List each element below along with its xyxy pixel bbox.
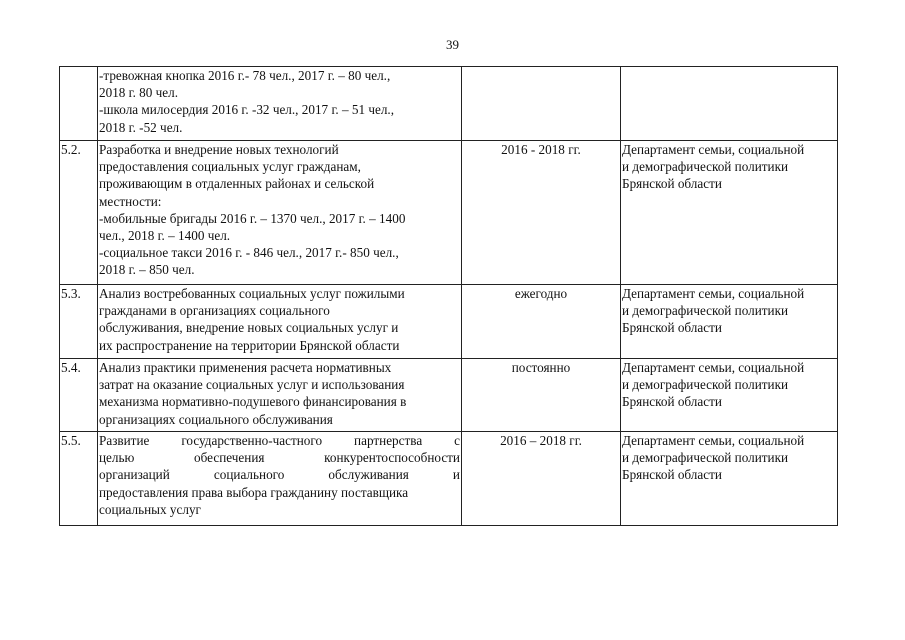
responsible-line: Департамент семьи, социальной	[622, 142, 805, 157]
responsible-line: и демографической политики	[622, 377, 789, 393]
measure-description	[98, 285, 462, 359]
description-line: затрат на оказание социальных услуг и использования	[99, 377, 405, 393]
responsible-line: Брянской области	[622, 467, 722, 483]
responsible-line: Департамент семьи, социальной	[622, 360, 805, 375]
responsible-cell	[621, 285, 838, 359]
table-row	[60, 141, 838, 285]
description-line: 2018 г. -52 чел.	[99, 119, 183, 135]
responsible-line: Брянской области	[622, 320, 722, 336]
responsible-line: Департамент семьи, социальной	[622, 286, 805, 301]
item-number: 5.2.	[60, 141, 98, 285]
period-cell: 2016 – 2018 гг.	[462, 432, 621, 526]
description-line: 2018 г. 80 чел.	[99, 85, 179, 101]
description-line: социальных услуг	[99, 501, 201, 517]
responsible-cell	[621, 359, 838, 432]
page-number: 39	[446, 37, 459, 52]
description-line: организаций социального обслуживания и	[99, 467, 460, 483]
period-cell: ежегодно	[462, 285, 621, 359]
item-number: 5.5.	[60, 432, 98, 526]
responsible-cell	[621, 67, 838, 141]
description-line: обслуживания, внедрение новых социальных услуг и	[99, 320, 399, 336]
item-number: 5.3.	[60, 285, 98, 359]
measure-description	[98, 67, 462, 141]
responsible-cell	[621, 141, 838, 285]
description-line: Анализ востребованных социальных услуг пожилыми	[99, 286, 405, 301]
table-row	[60, 285, 838, 359]
table-row	[60, 432, 838, 526]
period-cell	[462, 67, 621, 141]
item-number: 5.4.	[60, 359, 98, 432]
description-line: целью обеспечения конкурентоспособности	[99, 450, 460, 466]
measure-description	[98, 432, 462, 526]
description-line: -социальное такси 2016 г. - 846 чел., 2017 г.- 850 чел.,	[99, 245, 399, 261]
description-line: 2018 г. – 850 чел.	[99, 262, 195, 278]
description-line: механизма нормативно-подушевого финансирования в	[99, 394, 407, 410]
description-line: гражданами в организациях социального	[99, 303, 330, 319]
description-line: их распространение на территории Брянской области	[99, 337, 400, 353]
measure-description	[98, 359, 462, 432]
description-line: предоставления социальных услуг гражданам,	[99, 159, 361, 175]
responsible-line: и демографической политики	[622, 303, 789, 319]
measure-description	[98, 141, 462, 285]
responsible-line: и демографической политики	[622, 159, 789, 175]
description-line: Разработка и внедрение новых технологий	[99, 142, 339, 157]
responsible-line: Брянской области	[622, 394, 722, 410]
responsible-line: Департамент семьи, социальной	[622, 433, 805, 448]
description-line: -тревожная кнопка 2016 г.- 78 чел., 2017 г. – 80 чел.,	[99, 68, 391, 83]
period-cell: постоянно	[462, 359, 621, 432]
responsible-line: и демографической политики	[622, 450, 789, 466]
description-line: Анализ практики применения расчета нормативных	[99, 360, 392, 375]
item-number	[60, 67, 98, 141]
description-line: -школа милосердия 2016 г. -32 чел., 2017 г. – 51 чел.,	[99, 102, 394, 118]
description-line: предоставления права выбора гражданину поставщика	[99, 484, 409, 500]
description-line: -мобильные бригады 2016 г. – 1370 чел., 2017 г. – 1400	[99, 210, 406, 226]
description-line: Развитие государственно-частного партнерства с	[99, 433, 460, 448]
description-line: организациях социального обслуживания	[99, 411, 333, 427]
table-row	[60, 67, 838, 141]
table-row	[60, 359, 838, 432]
responsible-cell	[621, 432, 838, 526]
period-cell: 2016 - 2018 гг.	[462, 141, 621, 285]
description-line: местности:	[99, 193, 162, 209]
description-line: чел., 2018 г. – 1400 чел.	[99, 228, 231, 244]
responsible-line: Брянской области	[622, 176, 722, 192]
description-line: проживающим в отдаленных районах и сельской	[99, 176, 375, 192]
measures-table	[59, 66, 838, 526]
